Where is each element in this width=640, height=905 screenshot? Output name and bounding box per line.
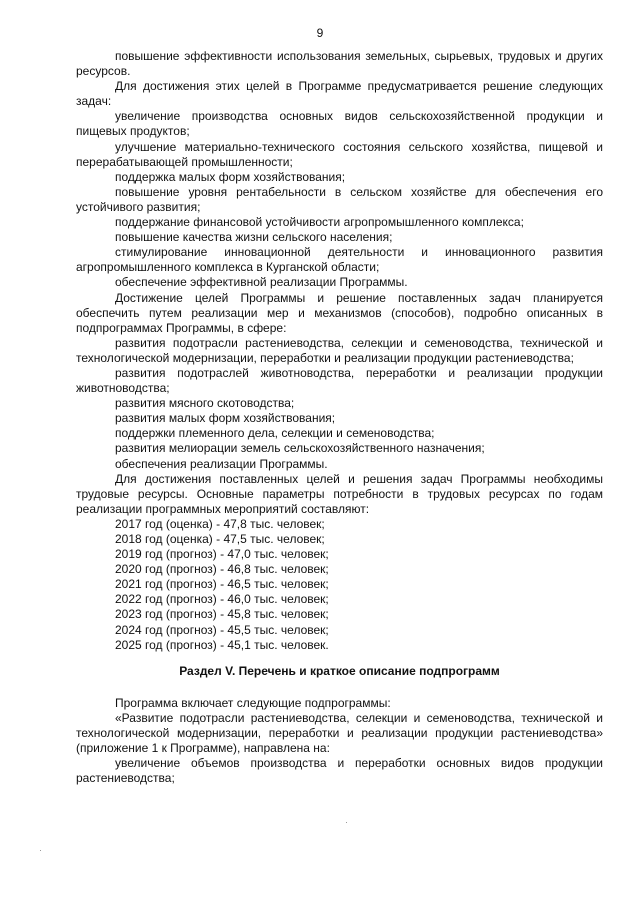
list-item: 2018 год (оценка) - 47,5 тыс. человек; (115, 532, 325, 546)
paragraph: Для достижения этих целей в Программе предусматривается решение следующих задач: (76, 79, 603, 109)
paragraph: обеспечение эффективной реализации Программы. (115, 275, 408, 290)
document-body (76, 49, 603, 786)
list-item: 2024 год (прогноз) - 45,5 тыс. человек; (115, 622, 329, 637)
paragraph: повышение эффективности использования земельных, сырьевых, трудовых и других ресурсов. (76, 49, 603, 79)
scan-speck (346, 822, 347, 823)
paragraph: развития мелиорации земель сельскохозяйственного назначения; (115, 441, 485, 456)
paragraph: обеспечения реализации Программы. (115, 456, 328, 471)
paragraph: развития малых форм хозяйствования; (115, 411, 336, 426)
paragraph: поддержка малых форм хозяйствования; (115, 169, 346, 184)
list-item: 2020 год (прогноз) - 46,8 тыс. человек; (115, 562, 329, 577)
section-heading: Раздел V. Перечень и краткое описание подпрограмм (179, 663, 500, 678)
paragraph: поддержки племенного дела, селекции и семеноводства; (115, 426, 435, 441)
paragraph: Для достижения поставленных целей и решения задач Программы необходимы трудовые ресурсы. Основные параметры потребности в трудовых ресурсах по годам реализации программных мероприятий составляют: (76, 471, 603, 516)
paragraph: повышение качества жизни сельского населения; (115, 230, 393, 245)
paragraph: увеличение производства основных видов сельскохозяйственной продукции и пищевых продуктов; (76, 109, 603, 139)
list-item: 2019 год (прогноз) - 47,0 тыс. человек; (115, 547, 329, 562)
paragraph: развития подотрасли растениеводства, селекции и семеноводства, технической и технологической модернизации, переработки и реализации продукции растениеводства; (76, 335, 603, 365)
paragraph: развития подотраслей животноводства, переработки и реализации продукции животноводства; (76, 365, 603, 396)
list-item: 2023 год (прогноз) - 45,8 тыс. человек; (115, 607, 329, 622)
list-item: 2021 год (прогноз) - 46,5 тыс. человек; (115, 577, 329, 592)
paragraph: стимулирование инновационной деятельности и инновационного развития агропромышленного комплекса в Курганской области; (76, 245, 603, 275)
paragraph: поддержание финансовой устойчивости агропромышленного комплекса; (115, 215, 524, 230)
page-number: 9 (316, 26, 324, 40)
list-item: 2017 год (оценка) - 47,8 тыс. человек; (115, 516, 325, 531)
paragraph: развития мясного скотоводства; (115, 396, 295, 411)
paragraph: «Развитие подотрасли растениеводства, селекции и семеноводства, технической и технологической модернизации, переработки и реализации продукции растениеводства» (приложение 1 к Программе), направлена на: (76, 710, 603, 756)
list-item: 2022 год (прогноз) - 46,0 тыс. человек; (115, 592, 329, 607)
scan-speck (40, 850, 41, 851)
labor-forecast-list (76, 517, 603, 653)
paragraph: Достижение целей Программы и решение поставленных задач планируется обеспечить путем реализации мер и механизмов (способов), подробно описанных в подпрограммах Программы, в сфере: (76, 290, 603, 335)
paragraph: Программа включает следующие подпрограммы: (115, 695, 391, 710)
paragraph: повышение уровня рентабельности в сельском хозяйстве для обеспечения его устойчивого развития; (76, 184, 603, 214)
paragraph: увеличение объемов производства и переработки основных видов продукции растениеводства; (76, 756, 603, 786)
paragraph: улучшение материально-технического состояния сельского хозяйства, пищевой и перерабатывающей промышленности; (76, 139, 603, 169)
list-item: 2025 год (прогноз) - 45,1 тыс. человек. (115, 637, 329, 652)
